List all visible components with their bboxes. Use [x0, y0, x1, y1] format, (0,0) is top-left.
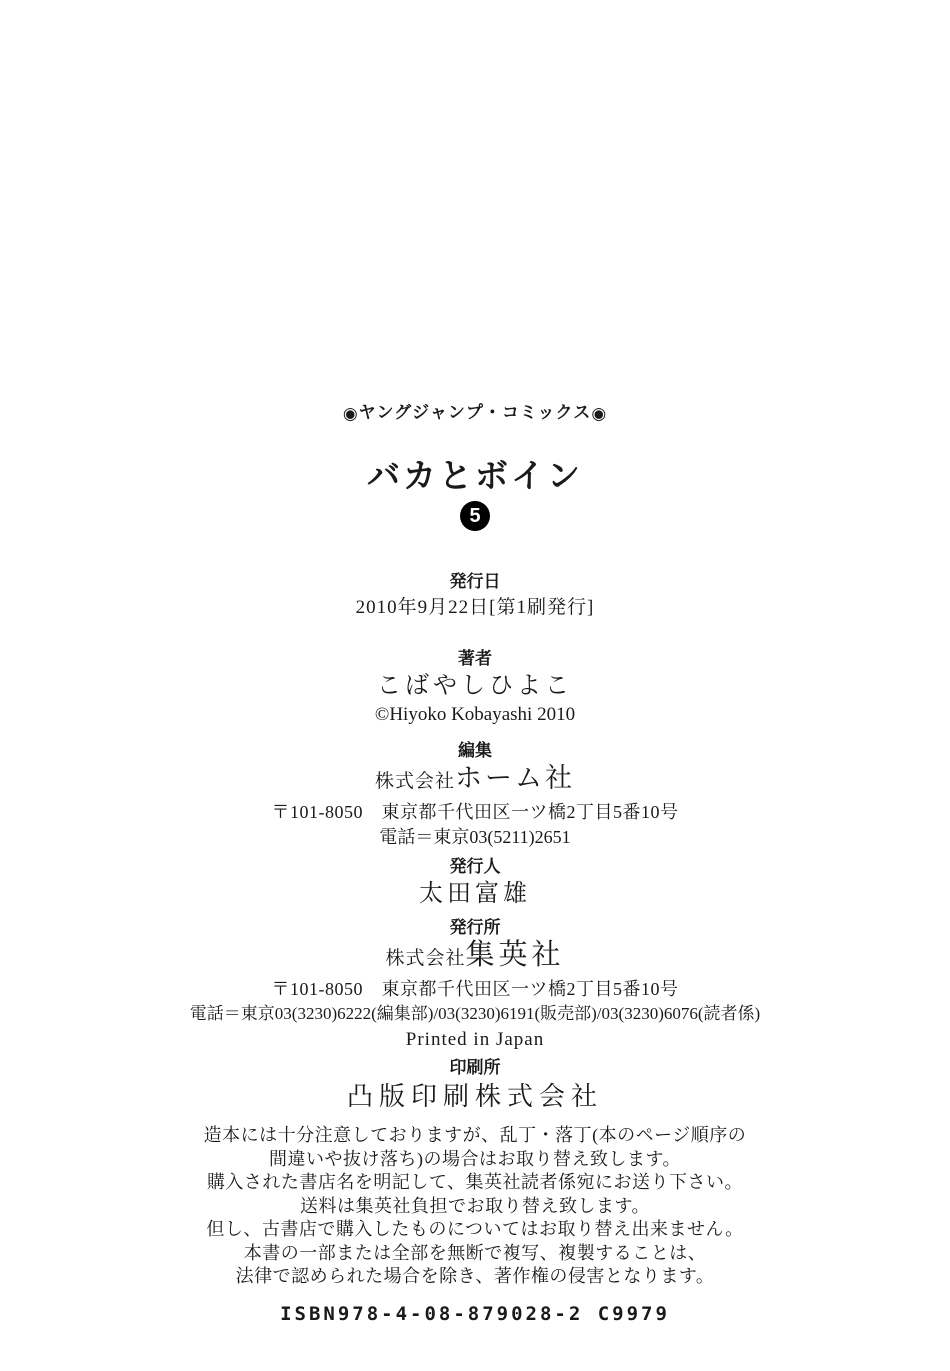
fisheye-icon-right: ◉ — [591, 404, 608, 423]
publisher-company-name: 集英社 — [465, 939, 565, 971]
editor-section — [0, 742, 950, 849]
publisher-section — [0, 919, 950, 1052]
notice-line: 送料は集英社負担でお取り替え致します。 — [299, 1195, 651, 1216]
printer-name: 凸版印刷株式会社 — [346, 1082, 603, 1111]
editor-company — [0, 762, 950, 799]
issuer-name: 太田富雄 — [419, 881, 531, 907]
editor-company-prefix: 株式会社 — [374, 771, 455, 792]
issue-date-value: 2010年9月22日[第1刷発行] — [355, 597, 595, 618]
legal-notice — [0, 1124, 950, 1289]
editor-phone: 電話＝東京03(5211)2651 — [379, 827, 571, 847]
series-label-text: ヤングジャンプ・コミックス — [358, 403, 592, 422]
editor-address: 〒101-8050 東京都千代田区一ツ橋2丁目5番10号 — [271, 802, 679, 822]
issuer-section — [0, 858, 950, 908]
notice-line: 法律で認められた場合を除き、著作権の侵害となります。 — [235, 1266, 715, 1286]
publisher-label: 発行所 — [449, 918, 501, 937]
notice-line: 造本には十分注意しておりますが、乱丁・落丁(本のページ順序の — [203, 1125, 747, 1145]
author-section — [0, 650, 950, 727]
issue-date-label: 発行日 — [449, 572, 501, 591]
volume-number: 5 — [469, 505, 481, 527]
isbn-line: ISBN978-4-08-879028-2 C9979 — [280, 1302, 670, 1325]
book-title: バカとボイン — [367, 457, 583, 494]
author-name: こばやしひよこ — [377, 673, 573, 699]
copyright-line: ©Hiyoko Kobayashi 2010 — [374, 704, 576, 725]
author-label: 著者 — [458, 649, 492, 668]
notice-line: 購入された書店名を明記して、集英社読者係宛にお送り下さい。 — [206, 1172, 744, 1192]
fisheye-icon-left: ◉ — [342, 404, 359, 423]
publisher-address: 〒101-8050 東京都千代田区一ツ橋2丁目5番10号 — [271, 979, 679, 999]
printed-in-japan: Printed in Japan — [405, 1029, 545, 1050]
issue-date-section — [0, 573, 950, 620]
volume-badge — [460, 501, 490, 531]
editor-company-name: ホーム社 — [455, 763, 575, 793]
volume-badge-row — [0, 495, 950, 531]
printer-section — [0, 1059, 950, 1113]
printer-label: 印刷所 — [449, 1058, 501, 1077]
series-label — [0, 404, 950, 423]
publisher-company — [0, 939, 950, 976]
publisher-company-prefix: 株式会社 — [385, 948, 466, 969]
publisher-phone: 電話＝東京03(3230)6222(編集部)/03(3230)6191(販売部)/03(3230)6076(読者係) — [189, 1004, 761, 1023]
notice-line: 間違いや抜け落ち)の場合はお取り替え致します。 — [268, 1148, 682, 1169]
issuer-label: 発行人 — [449, 857, 501, 876]
notice-line: 本書の一部または全部を無断で複写、複製することは、 — [243, 1242, 707, 1263]
editor-label: 編集 — [458, 741, 492, 760]
notice-line: 但し、古書店で購入したものについてはお取り替え出来ません。 — [206, 1219, 744, 1239]
